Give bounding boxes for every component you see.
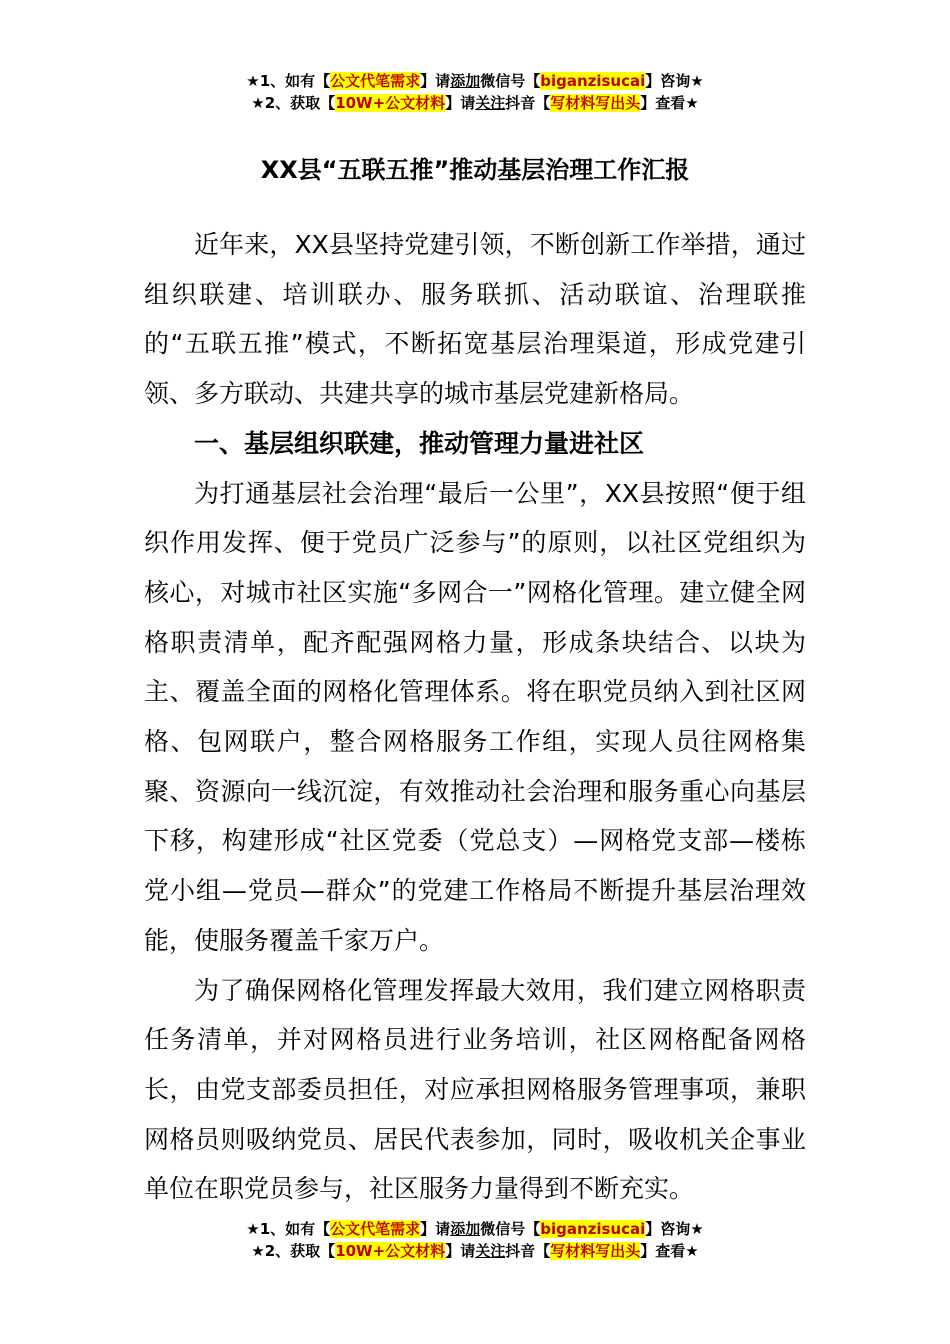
promo-highlight: 10W+公文材料 xyxy=(335,1242,446,1260)
promo-text: 抖音【 xyxy=(505,94,551,112)
promo-underline: 添加 xyxy=(450,72,481,90)
body-paragraph: 为打通基层社会治理“最后一公里”，XX县按照“便于组织作用发挥、便于党员广泛参与”的原则，以社区党组织为核心，对城市社区实施“多网合一”网格化管理。建立健全网格职责清单，配齐配强网格力量，形成条块结合、以块为主、覆盖全面的网格化管理体系。将在职党员纳入到社区网格、包网联户，整合网格服务工作组，实现人员往网格集聚、资源向一线沉淀，有效推动社会治理和服务重心向基层下移，构建形成“社区党委（党总支）—网格党支部—楼栋党小组—党员—群众”的党建工作格局不断提升基层治理效能，使服务覆盖千家万户。 xyxy=(144,478,806,955)
promo-highlight: biganzisucai xyxy=(540,1220,646,1238)
promo-line-1 xyxy=(0,1218,950,1240)
promo-text: ★2、获取【 xyxy=(251,94,336,112)
document-title: XX县“五联五推”推动基层治理工作汇报 xyxy=(260,156,690,184)
section-heading: 一、基层组织联建，推动管理力量进社区 xyxy=(194,428,645,458)
promo-text: ★2、获取【 xyxy=(251,1242,336,1260)
promo-text: 】请 xyxy=(445,1242,476,1260)
header-promo-banner xyxy=(0,70,950,114)
promo-text: 】请 xyxy=(420,1220,451,1238)
promo-text: 抖音【 xyxy=(505,1242,551,1260)
promo-line-1 xyxy=(0,70,950,92)
promo-text: ★1、如有【 xyxy=(246,1220,331,1238)
promo-underline: 关注 xyxy=(475,94,506,112)
body-paragraph: 近年来，XX县坚持党建引领，不断创新工作举措，通过组织联建、培训联办、服务联抓、活动联谊、治理联推的“五联五推”模式，不断拓宽基层治理渠道，形成党建引领、多方联动、共建共享的城市基层党建新格局。 xyxy=(144,230,806,409)
body-paragraph: 为了确保网格化管理发挥最大效用，我们建立网格职责任务清单，并对网格员进行业务培训，社区网格配备网格长，由党支部委员担任，对应承担网格服务管理事项，兼职网格员则吸纳党员、居民代表参加，同时，吸收机关企事业单位在职党员参与，社区服务力量得到不断充实。 xyxy=(144,975,806,1204)
promo-highlight: biganzisucai xyxy=(540,72,646,90)
promo-line-2 xyxy=(0,1240,950,1262)
promo-highlight: 公文代笔需求 xyxy=(330,1220,421,1238)
promo-line-2 xyxy=(0,92,950,114)
promo-text: 】请 xyxy=(420,72,451,90)
promo-text: 】请 xyxy=(445,94,476,112)
promo-text: 】查看★ xyxy=(640,94,699,112)
promo-highlight: 公文代笔需求 xyxy=(330,72,421,90)
footer-promo-banner xyxy=(0,1218,950,1262)
promo-text: 微信号【 xyxy=(480,72,541,90)
promo-text: 】咨询★ xyxy=(645,72,704,90)
promo-highlight: 写材料写出头 xyxy=(550,1242,641,1260)
promo-text: ★1、如有【 xyxy=(246,72,331,90)
promo-text: 微信号【 xyxy=(480,1220,541,1238)
promo-highlight: 10W+公文材料 xyxy=(335,94,446,112)
promo-underline: 关注 xyxy=(475,1242,506,1260)
document-body xyxy=(144,220,806,1214)
promo-text: 】查看★ xyxy=(640,1242,699,1260)
promo-text: 】咨询★ xyxy=(645,1220,704,1238)
promo-underline: 添加 xyxy=(450,1220,481,1238)
promo-highlight: 写材料写出头 xyxy=(550,94,641,112)
